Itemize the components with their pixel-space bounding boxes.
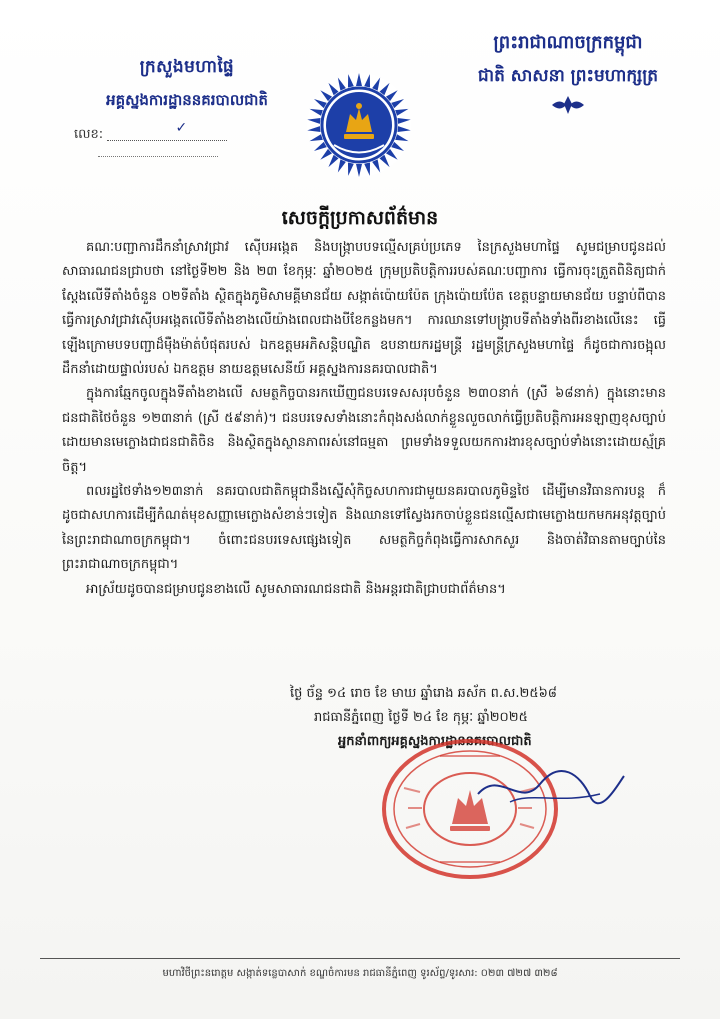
- paragraph: គណៈបញ្ជាការដឹកនាំស្រាវជ្រាវ ស៊ើបអង្កេត និងបង្ក្រាបបទល្មើសគ្រប់ប្រភេទ នៃក្រសួងមហាផ្ទៃ សូមជម្រាបជូនដល់សាធារណជនជ្រាបថា នៅថ្ងៃទី២២ និង ២៣ ខែកុម្ភៈ ឆ្នាំ២០២៥ ក្រុមប្រតិបត្តិការរបស់គណៈបញ្ជាការ ធ្វើការចុះត្រួតពិនិត្យជាក់ស្តែងលើទីតាំងចំនួន ០២ទីតាំង ស្ថិតក្នុងភូមិសាមគ្គីមានជ័យ សង្កាត់ប៉ោយប៉ែត ក្រុងប៉ោយប៉ែត ខេត្តបន្ទាយមានជ័យ បន្ទាប់ពីបានធ្វើការស្រាវជ្រាវស៊ើបអង្កេតលើទីតាំងខាងលើយ៉ាងពេលជាងបីខែកន្លងមក។ ការឈានទៅបង្ក្រាបទីតាំងទាំងពីរខាងលើនេះ ធ្វើឡើងក្រោមបទបញ្ជាដ៏ម៉ឺងម៉ាត់បំផុតរបស់ ឯកឧត្តមអភិសន្តិបណ្ឌិត ឧបនាយករដ្ឋមន្ត្រី រដ្ឋមន្ត្រីក្រសួងមហាផ្ទៃ ក៏ដូចជាការចង្អុលដឹកនាំដោយផ្ទាល់របស់ ឯកឧត្តម នាយឧត្តមសេនីយ៍ អគ្គស្នងការនគរបាលជាតិ។: [62, 240, 666, 378]
- footer-address: មហាវិថីព្រះនរោត្តម សង្កាត់ទន្លេបាសាក់ ខណ្ឌចំការមន រាជធានីភ្នំពេញ ទូរស័ព្ទ/ទូរសារ: ០២៣ ៧២៧ ៣២៨: [162, 968, 558, 979]
- solar-date: រាជធានីភ្នំពេញ ថ្ងៃទី ២៤ ខែ កុម្ភៈ ឆ្នាំ២០២៥: [314, 710, 528, 725]
- signatory-title: អ្នកនាំពាក្យអគ្គស្នងការដ្ឋាននគរបាលជាតិ: [338, 734, 532, 749]
- paragraph: ពលរដ្ឋថៃទាំង១២៣នាក់ នគរបាលជាតិកម្ពុជានឹងស្នើសុំកិច្ចសហការជាមួយនគរបាលភូមិន្ទថៃ ដើម្បីមានវិធានការបន្ត ក៏ដូចជាសហការដើម្បីកំណត់មុខសញ្ញាមេក្លោងសំខាន់ៗទៀត និងឈានទៅស្វែងរកចាប់ខ្លួនជនល្មើសជាមេក្លោងយកមកអនុវត្តច្បាប់នៃព្រះរាជាណាចក្រកម្ពុជា។ ចំពោះជនបរទេសផ្សេងទៀត សមត្ថកិច្ចកំពុងធ្វើការសាកសួរ និងចាត់វិធានតាមច្បាប់នៃព្រះរាជាណាចក្រកម្ពុជា។: [62, 484, 666, 573]
- national-police-emblem-icon: [304, 70, 414, 180]
- ministry-name: ក្រសួងមហាផ្ទៃ: [139, 57, 235, 77]
- footer-divider: [40, 958, 680, 959]
- document-body: [62, 236, 666, 602]
- ornament-icon: [548, 94, 588, 116]
- department-name: អគ្គស្នងការដ្ឋាននគរបាលជាតិ: [106, 91, 268, 109]
- reference-line: [74, 120, 244, 145]
- national-motto: ជាតិ សាសនា ព្រះមហាក្សត្រ: [477, 66, 659, 86]
- signature-icon: [470, 764, 630, 814]
- reference-divider: [98, 156, 218, 157]
- paragraph: អាស្រ័យដូចបានជម្រាបជូនខាងលើ សូមសាធារណជនជាតិ និងអន្តរជាតិជ្រាបជាព័ត៌មាន។: [86, 581, 506, 597]
- check-mark-icon: ✓: [175, 120, 188, 136]
- lunar-date: ថ្ងៃ ច័ន្ទ ១៤ រោច ខែ មាឃ ឆ្នាំរោង ឆស័ក ព.ស.២៥៦៨: [290, 686, 557, 701]
- reference-dots: [107, 120, 227, 141]
- paragraph: ក្នុងការឆ្មែកចូលក្នុងទីតាំងខាងលើ សមត្ថកិច្ចបានរកឃើញជនបរទេសសរុបចំនួន ២៣០នាក់ (ស្រី ៦៨នាក់) ក្នុងនោះមានជនជាតិថៃចំនួន ១២៣នាក់ (ស្រី ៥៩នាក់)។ ជនបរទេសទាំងនោះកំពុងសង់លាក់ខ្លួនលួចលាក់ធ្វើប្រតិបត្តិការអនឡាញខុសច្បាប់ ដោយមានមេក្លោងជាជនជាតិចិន និងស្ថិតក្នុងស្ថានភាពរស់នៅធម្មតា ព្រមទាំងទទួលយកការងារខុសច្បាប់ទាំងនោះដោយស្ម័គ្រចិត្ត។: [62, 386, 666, 475]
- kingdom-name: ព្រះរាជាណាចក្រកម្ពុជា: [493, 32, 643, 53]
- kingdom-header: [468, 30, 668, 120]
- ministry-header: [62, 56, 312, 113]
- reference-label: លេខ:: [74, 127, 104, 142]
- document-title: សេចក្តីប្រកាសព័ត៌មាន: [281, 207, 439, 229]
